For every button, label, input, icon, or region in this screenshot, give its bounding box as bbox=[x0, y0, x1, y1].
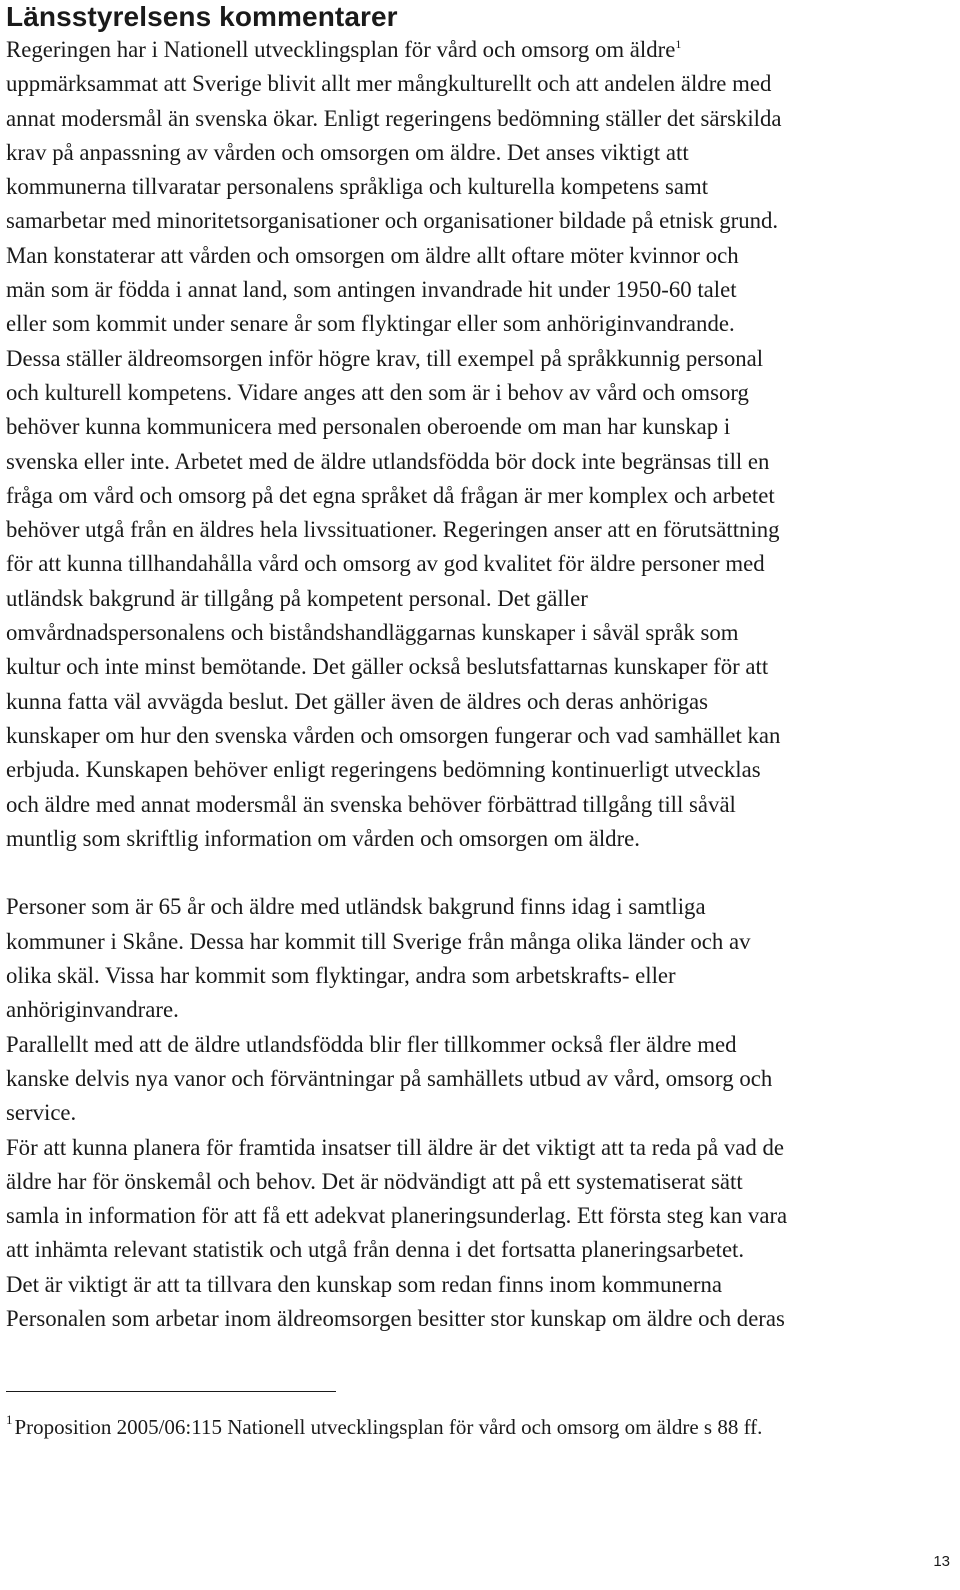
text-line-content: Regeringen har i Nationell utvecklingsplan för vård och omsorg om äldre bbox=[6, 37, 676, 62]
text-line: För att kunna planera för framtida insatser till äldre är det viktigt att ta reda på vad de bbox=[6, 1134, 784, 1160]
text-line: krav på anpassning av vården och omsorgen om äldre. Det anses viktigt att bbox=[6, 139, 689, 165]
footnote-text: Proposition 2005/06:115 Nationell utvecklingsplan för vård och omsorg om äldre s 88 ff. bbox=[14, 1415, 763, 1439]
paragraph-5 bbox=[6, 1268, 960, 1337]
text-line: män som är födda i annat land, som antingen invandrade hit under 1950-60 talet bbox=[6, 277, 737, 303]
footnote-divider bbox=[6, 1391, 336, 1392]
footnote bbox=[6, 1412, 762, 1442]
text-line: behöver utgå från en äldres hela livssituationer. Regeringen anser att en förutsättning bbox=[6, 517, 780, 543]
paragraph-spacer bbox=[6, 856, 960, 890]
paragraph-4 bbox=[6, 1131, 960, 1268]
text-line: eller som kommit under senare år som flyktingar eller som anhöriginvandrande. bbox=[6, 311, 735, 337]
text-line: Parallellt med att de äldre utlandsfödda blir fler tillkommer också fler äldre med bbox=[6, 1031, 737, 1057]
text-line: och kulturell kompetens. Vidare anges att den som är i behov av vård och omsorg bbox=[6, 379, 749, 405]
text-line: Dessa ställer äldreomsorgen inför högre krav, till exempel på språkkunnig personal bbox=[6, 345, 764, 371]
text-line: Man konstaterar att vården och omsorgen om äldre allt oftare möter kvinnor och bbox=[6, 242, 739, 268]
text-line: kunna fatta väl avvägda beslut. Det gäller även de äldres och deras anhörigas bbox=[6, 688, 708, 714]
text-line: Personalen som arbetar inom äldreomsorgen besitter stor kunskap om äldre och deras bbox=[6, 1305, 785, 1331]
text-line: att inhämta relevant statistik och utgå från denna i det fortsatta planeringsarbetet. bbox=[6, 1237, 745, 1263]
section-heading: Länsstyrelsens kommentarer bbox=[6, 1, 398, 32]
footnote-reference[interactable]: 1 bbox=[675, 37, 682, 51]
text-line: samarbetar med minoritetsorganisationer och organisationer bildade på etnisk grund. bbox=[6, 208, 779, 234]
text-line: kommunerna tillvaratar personalens språkliga och kulturella kompetens samt bbox=[6, 174, 709, 200]
text-line: och äldre med annat modersmål än svenska behöver förbättrad tillgång till såväl bbox=[6, 791, 736, 817]
text-line: service. bbox=[6, 1100, 77, 1126]
body-text bbox=[6, 33, 960, 1336]
text-line: anhöriginvandrare. bbox=[6, 997, 179, 1023]
text-line: kultur och inte minst bemötande. Det gäller också beslutsfattarnas kunskaper för att bbox=[6, 654, 769, 680]
text-line: Det är viktigt är att ta tillvara den kunskap som redan finns inom kommunerna bbox=[6, 1271, 723, 1297]
text-line: utländsk bakgrund är tillgång på kompetent personal. Det gäller bbox=[6, 585, 588, 611]
text-line: kunskaper om hur den svenska vården och omsorgen fungerar och vad samhället kan bbox=[6, 722, 781, 748]
text-line: fråga om vård och omsorg på det egna språket då frågan är mer komplex och arbetet bbox=[6, 482, 775, 508]
text-line: för att kunna tillhandahålla vård och omsorg av god kvalitet för äldre personer med bbox=[6, 551, 765, 577]
text-line: svenska eller inte. Arbetet med de äldre utlandsfödda bör dock inte begränsas till en bbox=[6, 448, 770, 474]
text-line: behöver kunna kommunicera med personalen oberoende om man har kunskap i bbox=[6, 414, 731, 440]
text-line: olika skäl. Vissa har kommit som flyktingar, andra som arbetskrafts- eller bbox=[6, 963, 676, 989]
text-line: annat modersmål än svenska ökar. Enligt regeringens bedömning ställer det särskilda bbox=[6, 105, 782, 131]
text-line: samla in information för att få ett adekvat planeringsunderlag. Ett första steg kan vara bbox=[6, 1203, 788, 1229]
text-line: omvårdnadspersonalens och biståndshandläggarnas kunskaper i såväl språk som bbox=[6, 620, 739, 646]
paragraph-3 bbox=[6, 1028, 960, 1131]
paragraph-1 bbox=[6, 33, 960, 856]
text-line: muntlig som skriftlig information om vården och omsorgen om äldre. bbox=[6, 825, 640, 851]
text-line bbox=[6, 33, 960, 67]
text-line: erbjuda. Kunskapen behöver enligt regeringens bedömning kontinuerligt utvecklas bbox=[6, 757, 761, 783]
paragraph-2 bbox=[6, 890, 960, 1027]
text-line: äldre har för önskemål och behov. Det är nödvändigt att på ett systematiserat sätt bbox=[6, 1168, 743, 1194]
page-number: 13 bbox=[933, 1553, 950, 1570]
text-line: uppmärksammat att Sverige blivit allt mer mångkulturellt och att andelen äldre med bbox=[6, 71, 772, 97]
text-line: kanske delvis nya vanor och förväntningar på samhällets utbud av vård, omsorg och bbox=[6, 1065, 773, 1091]
footnote-mark: 1 bbox=[6, 1412, 13, 1427]
text-line: kommuner i Skåne. Dessa har kommit till Sverige från många olika länder och av bbox=[6, 928, 751, 954]
text-line: Personer som är 65 år och äldre med utländsk bakgrund finns idag i samtliga bbox=[6, 894, 706, 920]
